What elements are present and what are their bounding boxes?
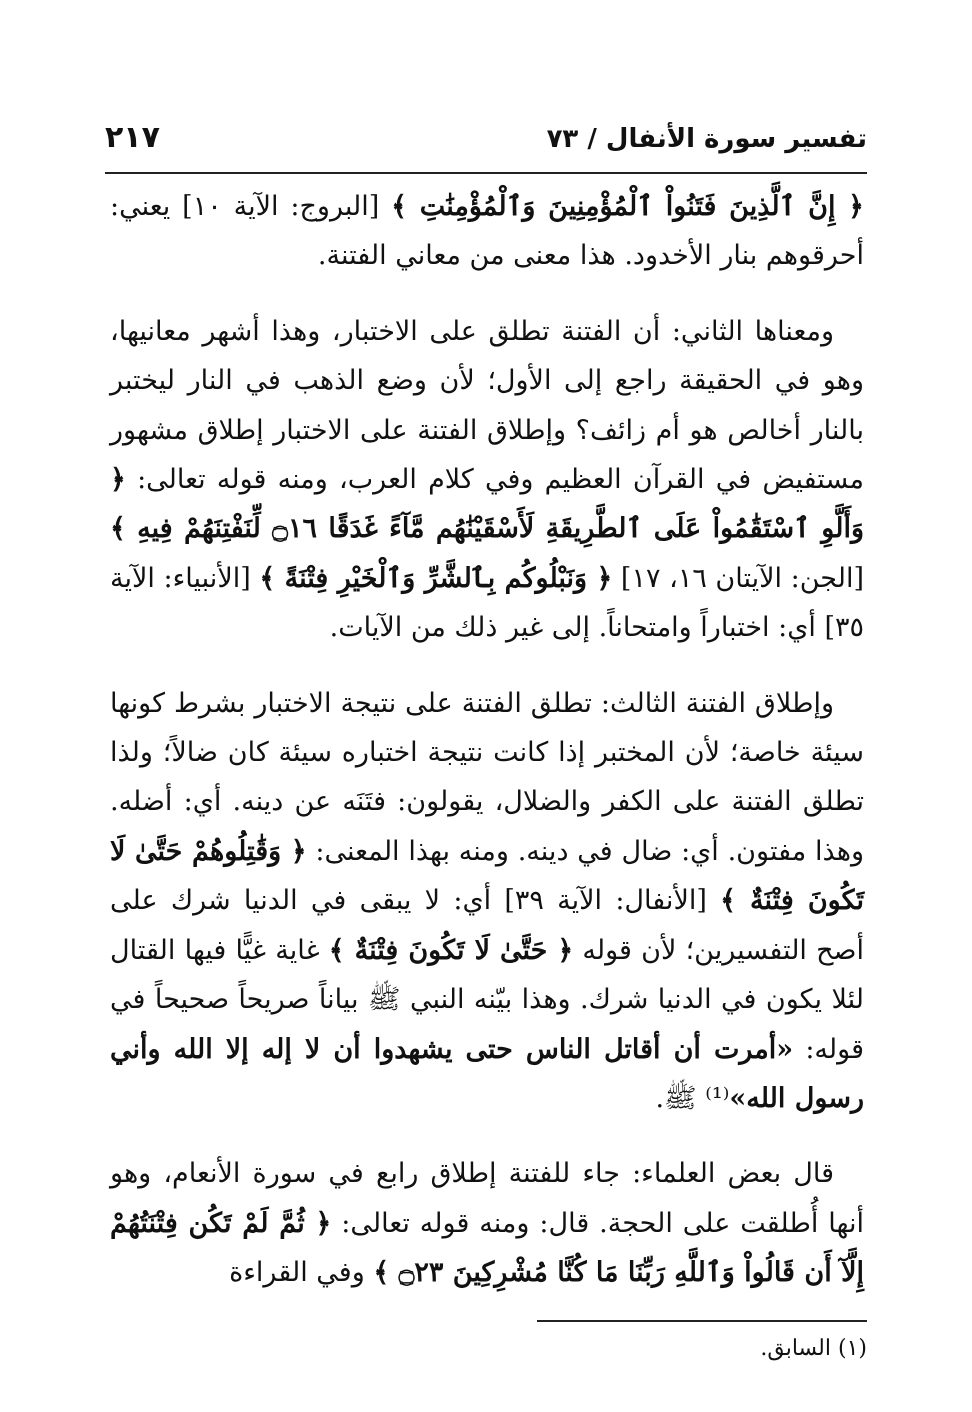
quran-verse: ﴿ إِنَّ ٱلَّذِينَ فَتَنُواْ ٱلْمُؤْمِنِينَ وَٱلْمُؤْمِنَٰتِ ﴾ — [391, 191, 864, 222]
quran-verse: ﴿ وَنَبْلُوكُم بِٱلشَّرِّ وَٱلْخَيْرِ فِتْنَةً ﴾ — [259, 562, 613, 594]
paragraph — [110, 182, 864, 281]
text-segment: غاية غيًّا فيها القتال لئلا يكون في الدنيا شرك. وهذا بيّنه النبي ﷺ بياناً صريحاً صحيحاً في قوله: — [110, 934, 864, 1065]
body-text — [110, 182, 864, 1298]
footnote: (١) السابق. — [760, 1336, 867, 1361]
text-segment: [الأنبياء: الآية ٣٥] أي: اختباراً وامتحاناً. إلى غير ذلك من الآيات. — [110, 562, 864, 644]
text-segment: [الأنفال: الآية ٣٩] أي: لا يبقى في الدنيا شرك على أصح التفسيرين؛ لأن قوله — [110, 885, 864, 966]
text-segment: ومعناها الثاني: أن الفتنة تطلق على الاختبار، وهذا أشهر معانيها، وهو في الحقيقة راجع إلى الأول؛ لأن وضع الذهب في النار ليختبر بالنار أخالص هو أم زائف؟ وإطلاق الفتنة على الاختبار إطلاق مشهور مستفيض في القرآن العظيم وفي كلام العرب، ومنه قوله تعالى: — [110, 315, 864, 496]
quran-verse: ﴿ وَقَٰتِلُوهُمْ حَتَّىٰ لَا تَكُونَ فِتْنَةٌ ﴾ — [110, 835, 865, 917]
paragraph — [110, 1149, 864, 1297]
quran-verse: ﴿ ثُمَّ لَمْ تَكُن فِتْنَتُهُمْ إِلَّآ أَن قَالُواْ وَٱللَّهِ رَبِّنَا مَا كُنَّا مُشْرِكِينَ ۝٢٣ ﴾ — [110, 1207, 864, 1289]
header-rule — [105, 172, 867, 174]
quran-verse: ﴿ وَأَلَّوِ ٱسْتَقَٰمُواْ عَلَى ٱلطَّرِيقَةِ لَأَسْقَيْنَٰهُم مَّآءً غَدَقًا ۝١٦ لِّنَفْتِنَهُمْ فِيهِ ﴾ — [110, 464, 864, 545]
text-segment: قال بعض العلماء: جاء للفتنة إطلاق رابع في سورة الأنعام، وهو أنها أُطلقت على الحجة. قال: ومنه قوله تعالى: — [110, 1158, 864, 1239]
quran-verse: ﴿ حَتَّىٰ لَا تَكُونَ فِتْنَةٌ ﴾ — [328, 934, 574, 966]
paragraph — [110, 307, 864, 653]
footnote-rule — [537, 1320, 867, 1322]
page-number: ٢١٧ — [105, 120, 160, 155]
text-segment: [الجن: الآيتان ١٦، ١٧] — [612, 562, 864, 594]
text-segment: وفي القراءة — [229, 1257, 374, 1289]
text-segment: وإطلاق الفتنة الثالث: تطلق الفتنة على نتيجة الاختبار بشرط كونها سيئة خاصة؛ لأن المختبر إذا كانت نتيجة اختباره سيئة كان ضالاً؛ ولذا تطلق الفتنة على الكفر والضلال، يقولون: فتَنَه عن دينه. أي: أضله. وهذا مفتون. أي: ضال في دينه. ومنه بهذا المعنى: — [110, 687, 864, 867]
text-segment: [البروج: الآية ١٠] يعني: أحرقوهم بنار الأخدود. هذا معنى من معاني الفتنة. — [110, 191, 864, 272]
running-title: تفسير سورة الأنفال / ٧٣ — [546, 124, 867, 154]
footnote-ref: ⁽¹⁾ ﷺ. — [655, 1082, 730, 1114]
paragraph — [110, 679, 864, 1124]
hadith-quote: «أمرت أن أقاتل الناس حتى يشهدوا أن لا إله إلا الله وأني رسول الله» — [110, 1033, 864, 1114]
page-header — [105, 118, 867, 170]
